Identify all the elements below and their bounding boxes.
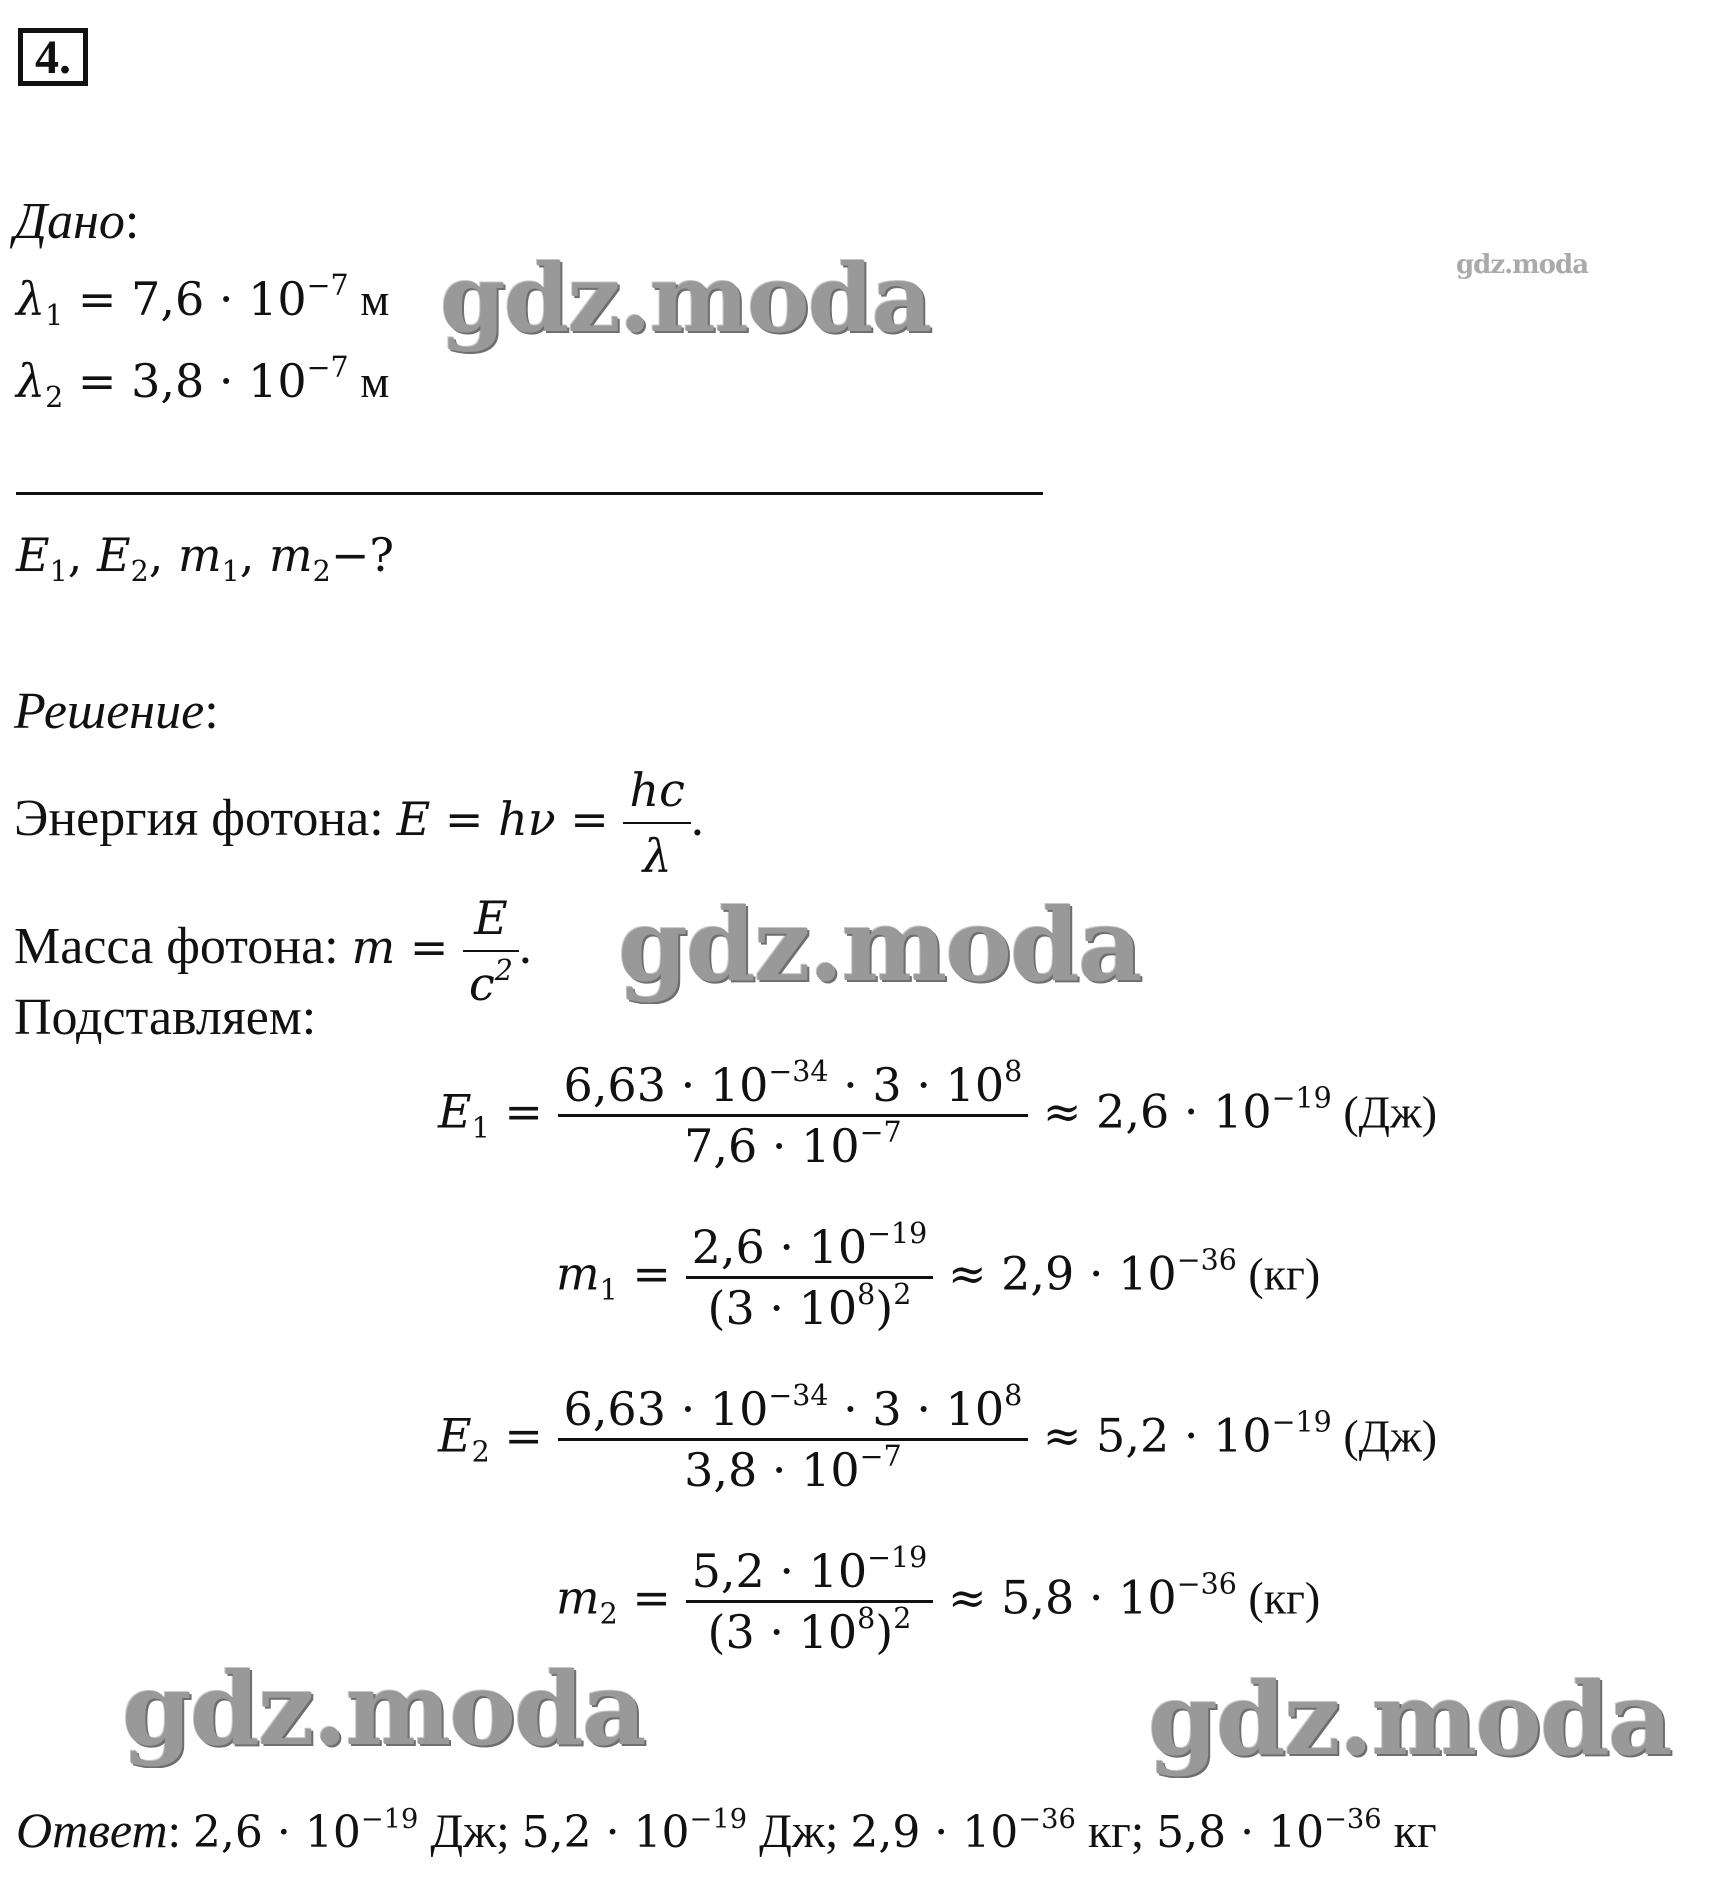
solution-colon: : [204, 683, 219, 740]
eq1-denominator [558, 1114, 1029, 1173]
solution-heading [14, 682, 219, 742]
find-E2: E [97, 528, 131, 582]
equation-m2: $m_2$ = $\frac{5,2 \cdot 10^{-19}}{(3 \cdot 10^8)^2}$ ≈ $5,8 \cdot 10^{-36}$ (кг) [556, 1541, 1321, 1659]
eq3-num-a: 6,63 · 10 [563, 1382, 769, 1436]
eq2-result: ≈ 2,9 · 10 [947, 1246, 1177, 1301]
mass-dot: . [518, 917, 532, 975]
find-m2: m [269, 528, 313, 582]
mass-den-c: c [469, 957, 495, 1011]
eq1-den-exp: −7 [859, 1116, 902, 1150]
find-comma-3: , [239, 528, 270, 582]
eq4-denominator [686, 1600, 934, 1659]
find-E1: E [16, 528, 50, 582]
eq2-lhs: m [556, 1246, 600, 1301]
mass-den-exp: 2 [494, 954, 513, 988]
answer-line [16, 1800, 1437, 1862]
energy-label: Энергия фотона: [14, 789, 397, 847]
eq4-lhs-sub: 2 [599, 1597, 618, 1631]
find-line [16, 528, 395, 588]
eq2-numerator [686, 1217, 934, 1276]
answer-u4: кг [1381, 1805, 1437, 1858]
mass-lhs: m = [351, 919, 463, 974]
answer-v2: 5,2 · 10 [521, 1807, 690, 1858]
eq3-fraction [558, 1379, 1029, 1497]
eq3-unit: (Дж) [1331, 1410, 1438, 1462]
eq4-result-exp: −36 [1176, 1567, 1237, 1601]
energy-lhs: E = hν = [396, 791, 624, 846]
eq1-lhs-sub: 1 [471, 1111, 490, 1145]
eq4-lhs: m [556, 1570, 600, 1625]
eq3-num-b: · 3 · 10 [828, 1382, 1005, 1436]
eq1-num-a: 6,63 · 10 [563, 1058, 769, 1112]
find-comma-1: , [67, 528, 97, 582]
lambda2-value: = 3,8 · 10 [63, 354, 307, 408]
lambda1-exp: −7 [306, 269, 349, 303]
answer-u3: кг; [1075, 1805, 1157, 1858]
energy-fraction [623, 760, 690, 886]
eq3-den-exp: −7 [859, 1440, 902, 1474]
eq2-lhs-sub: 1 [599, 1273, 618, 1307]
watermark-5: gdz.moda [1148, 1660, 1671, 1778]
eq2-den-tail: ) [875, 1281, 894, 1335]
lambda1-symbol: λ [16, 272, 46, 326]
answer-v3: 2,9 · 10 [850, 1807, 1019, 1858]
solution-heading-text: Решение [14, 683, 205, 740]
given-colon: : [124, 193, 140, 250]
eq3-lhs-sub: 2 [471, 1435, 490, 1469]
mass-fraction [463, 888, 519, 1014]
mass-den [463, 950, 519, 1014]
eq1-num-b: · 3 · 10 [828, 1058, 1005, 1112]
lambda1-value: = 7,6 · 10 [63, 272, 307, 326]
energy-formula [14, 760, 704, 886]
eq1-unit: (Дж) [1331, 1086, 1438, 1138]
eq4-den: (3 · 10 [707, 1605, 858, 1659]
eq2-denominator [686, 1276, 934, 1335]
lambda2-unit: м [348, 356, 390, 407]
eq1-numerator [558, 1055, 1029, 1114]
eq1-result: ≈ 2,6 · 10 [1042, 1084, 1272, 1139]
eq2-den: (3 · 10 [707, 1281, 858, 1335]
given-heading [14, 192, 139, 252]
given-divider [16, 492, 1043, 495]
find-E1-sub: 1 [49, 554, 68, 588]
watermark-3: gdz.moda [618, 886, 1141, 1004]
eq2-result-exp: −36 [1176, 1243, 1237, 1277]
eq2-fraction [686, 1217, 934, 1335]
eq4-num: 5,2 · 10 [691, 1544, 868, 1598]
find-m1: m [178, 528, 222, 582]
watermark-1: gdz.moda [440, 244, 931, 354]
eq3-num-exp2: 8 [1004, 1379, 1023, 1413]
eq4-numerator [686, 1541, 934, 1600]
lambda1-unit: м [348, 274, 390, 325]
eq2-num: 2,6 · 10 [691, 1220, 868, 1274]
eq3-result: ≈ 5,2 · 10 [1042, 1408, 1272, 1463]
task-number: 4. [18, 28, 88, 86]
equation-E2: $E_2$ = $\frac{6,63 \cdot 10^{-34} \cdot 3 \cdot 10^8}{3,8 \cdot 10^{-7}}$ ≈ $5,2 \cdot 10^{-19}$ (Дж) [438, 1379, 1438, 1497]
find-m1-sub: 1 [221, 554, 240, 588]
eq2-unit: (кг) [1236, 1248, 1321, 1300]
watermark-2: gdz.moda [1456, 250, 1589, 280]
eq3-denominator [558, 1438, 1029, 1497]
energy-num: hc [629, 763, 685, 817]
equation-m1: $m_1$ = $\frac{2,6 \cdot 10^{-19}}{(3 \cdot 10^8)^2}$ ≈ $2,9 \cdot 10^{-36}$ (кг) [556, 1217, 1321, 1335]
find-E2-sub: 2 [130, 554, 149, 588]
eq1-num-exp2: 8 [1004, 1055, 1023, 1089]
given-lambda2 [16, 352, 389, 412]
find-m2-sub: 2 [312, 554, 331, 588]
answer-v1: 2,6 · 10 [192, 1807, 361, 1858]
lambda2-exp: −7 [306, 351, 349, 385]
eq4-unit: (кг) [1236, 1572, 1321, 1624]
lambda2-sub: 2 [45, 380, 64, 414]
answer-heading: Ответ [16, 1802, 168, 1858]
given-heading-text: Дано [14, 193, 125, 250]
eq2-num-exp: −19 [867, 1217, 928, 1251]
lambda2-symbol: λ [16, 354, 46, 408]
answer-e1: −19 [360, 1803, 419, 1835]
watermark-4: gdz.moda [122, 1650, 645, 1768]
eq2-den-tail-exp: 2 [893, 1278, 912, 1312]
answer-e3: −36 [1018, 1803, 1076, 1835]
eq4-den-exp: 8 [857, 1602, 876, 1636]
eq2-den-exp: 8 [857, 1278, 876, 1312]
eq4-den-tail-exp: 2 [893, 1602, 912, 1636]
eq1-den: 7,6 · 10 [684, 1119, 860, 1173]
eq3-result-exp: −19 [1271, 1405, 1332, 1439]
eq4-fraction [686, 1541, 934, 1659]
eq1-fraction [558, 1055, 1029, 1173]
eq1-lhs: E [438, 1084, 472, 1139]
mass-num: E [474, 891, 508, 945]
answer-v4: 5,8 · 10 [1156, 1807, 1325, 1858]
answer-e2: −19 [689, 1803, 748, 1835]
answer-colon: : [167, 1805, 193, 1858]
find-comma-2: , [148, 528, 178, 582]
eq3-num-exp1: −34 [768, 1379, 829, 1413]
eq4-result: ≈ 5,8 · 10 [947, 1570, 1177, 1625]
lambda1-sub: 1 [45, 298, 64, 332]
equation-E1: $E_1$ = $\frac{6,63 \cdot 10^{-34} \cdot 3 \cdot 10^8}{7,6 \cdot 10^{-7}}$ ≈ $2,6 \cdot 10^{-19}$ (Дж) [438, 1055, 1438, 1173]
answer-u2: Дж; [747, 1805, 851, 1858]
eq1-num-exp1: −34 [768, 1055, 829, 1089]
given-lambda1 [16, 270, 389, 330]
eq4-den-tail: ) [875, 1605, 894, 1659]
mass-label: Масса фотона: [14, 917, 352, 975]
eq3-numerator [558, 1379, 1029, 1438]
eq3-lhs: E [438, 1408, 472, 1463]
answer-e4: −36 [1324, 1803, 1382, 1835]
eq3-den: 3,8 · 10 [684, 1443, 860, 1497]
substitute-label: Подставляем: [14, 989, 317, 1046]
energy-den: λ [623, 822, 690, 886]
eq1-result-exp: −19 [1271, 1081, 1332, 1115]
energy-dot: . [690, 789, 704, 847]
find-suffix: −? [330, 528, 395, 582]
eq4-num-exp: −19 [867, 1541, 928, 1575]
answer-u1: Дж; [418, 1805, 522, 1858]
